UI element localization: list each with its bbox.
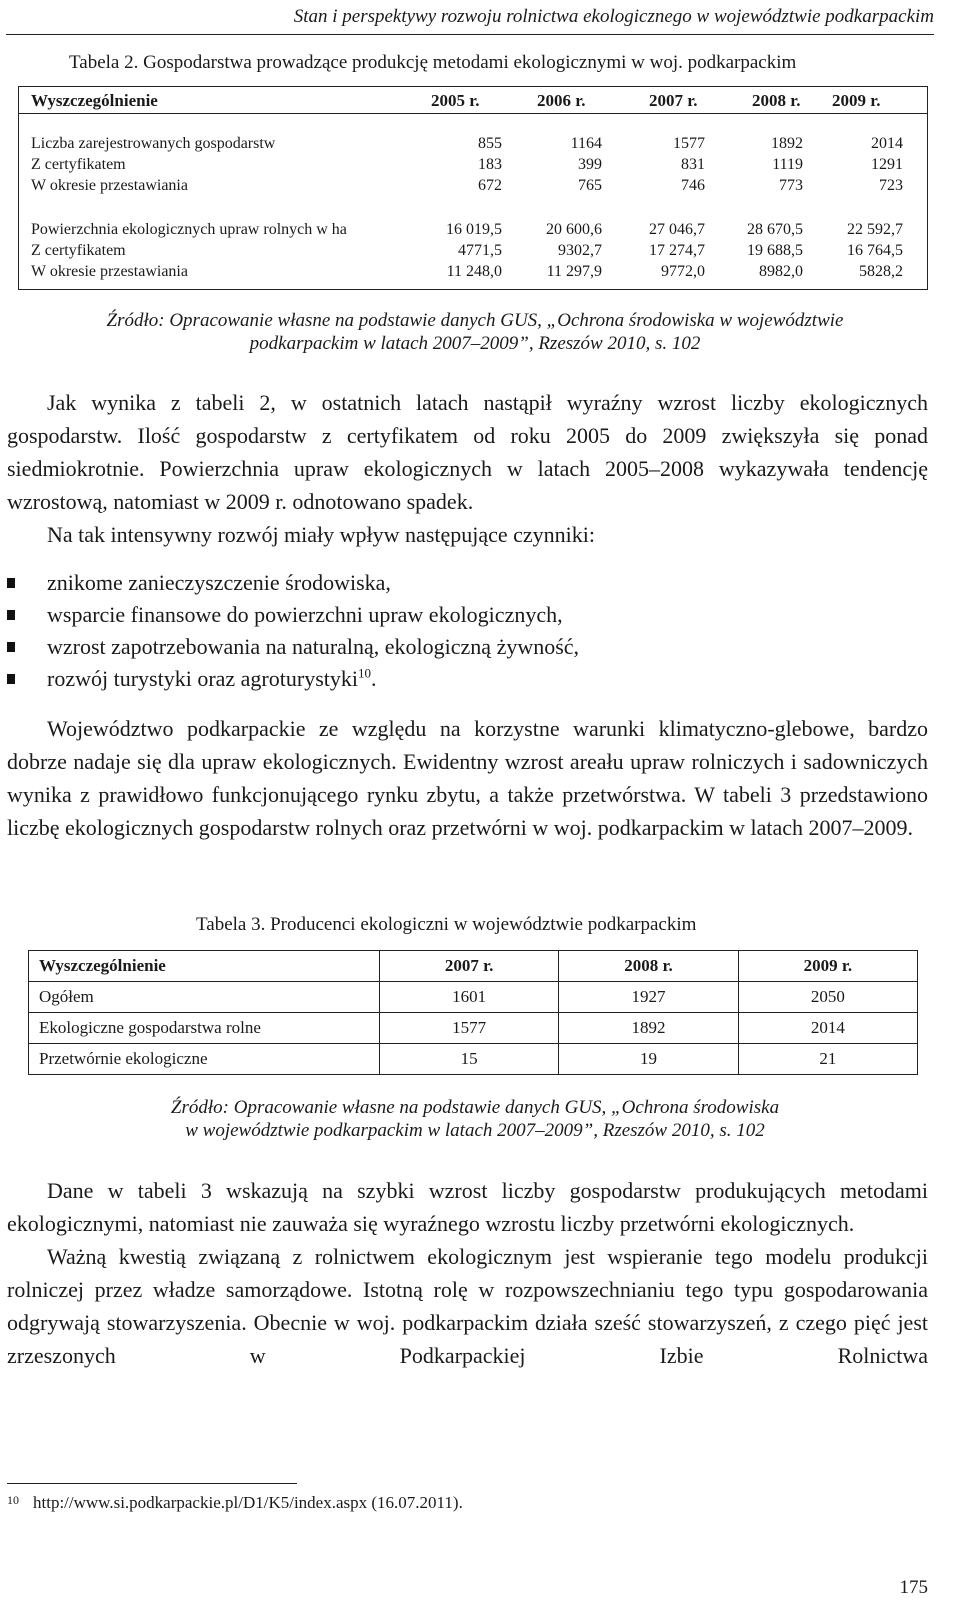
table3-cell: 1601	[380, 982, 559, 1013]
table2-cell: 9302,7	[558, 242, 602, 259]
list-item-text-main: rozwój turystyki oraz agroturystyki	[47, 666, 358, 691]
table3-header-2009: 2009 r.	[738, 951, 917, 982]
list-item-text	[47, 663, 377, 695]
table-row	[29, 982, 918, 1013]
running-header: Stan i perspektywy rozwoju rolnictwa ekologicznego w województwie podkarpackim	[6, 6, 934, 35]
table3-source	[20, 1096, 930, 1142]
table2-row-label: W okresie przestawiania	[31, 263, 188, 280]
table2-row-label: Powierzchnia ekologicznych upraw rolnych w ha	[31, 221, 347, 238]
footnote-text: http://www.si.podkarpackie.pl/D1/K5/index.aspx (16.07.2011).	[33, 1493, 463, 1512]
table2-cell: 11 297,9	[546, 263, 602, 280]
table2-header-2006: 2006 r.	[537, 91, 586, 110]
table2-cell: 765	[578, 177, 602, 194]
table2-header-label: Wyszczególnienie	[31, 91, 158, 110]
table3	[28, 950, 918, 1075]
table3-cell: 21	[738, 1044, 917, 1075]
table3-cell: 1577	[380, 1013, 559, 1044]
table2-cell: 16 019,5	[446, 221, 502, 238]
table3-cell: 2014	[738, 1013, 917, 1044]
list-item-text: wzrost zapotrzebowania na naturalną, ekologiczną żywność,	[47, 634, 580, 659]
table2-header-2009: 2009 r.	[832, 91, 881, 110]
table3-source-line: Źródło: Opracowanie własne na podstawie danych GUS, „Ochrona środowiska	[170, 1097, 780, 1118]
list-item	[7, 567, 928, 599]
table2-cell: 28 670,5	[747, 221, 803, 238]
table2-row	[19, 221, 927, 241]
table2-cell: 831	[681, 156, 705, 173]
footnote-reference: 10	[358, 665, 371, 681]
table3-cell: 2050	[738, 982, 917, 1013]
factor-list	[7, 567, 928, 695]
footnote	[7, 1493, 463, 1513]
table2-row	[19, 135, 927, 155]
list-item	[7, 599, 928, 631]
list-item-text-end: .	[371, 666, 377, 691]
table2-caption: Tabela 2. Gospodarstwa prowadzące produkcję metodami ekologicznymi w woj. podkarpackim	[69, 52, 797, 73]
table2-cell: 20 600,6	[546, 221, 602, 238]
body-paragraphs-1	[7, 386, 928, 551]
table3-row-label: Ekologiczne gospodarstwa rolne	[29, 1013, 380, 1044]
table2-header	[19, 87, 927, 114]
table2-cell: 5828,2	[859, 263, 903, 280]
table2-cell: 27 046,7	[649, 221, 705, 238]
paragraph: Na tak intensywny rozwój miały wpływ następujące czynniki:	[47, 522, 596, 547]
table3-row-label: Ogółem	[29, 982, 380, 1013]
table-row	[29, 1044, 918, 1075]
table2-cell: 1291	[871, 156, 903, 173]
table3-cell: 15	[380, 1044, 559, 1075]
table2-cell: 773	[779, 177, 803, 194]
paragraph: Województwo podkarpackie ze względu na korzystne warunki klimatyczno-glebowe, bardzo dobrze nadaje się dla upraw ekologicznych. Ewidentny wzrost areału upraw rolniczych i sadowniczych wynika z prawidłowo funkcjonującego rynku zbytu, a także przetwórstwa. W tabeli 3 przedstawiono liczbę ekologicznych gospodarstw rolnych oraz przetwórni w woj. podkarpackim w latach 2007–2009.	[7, 716, 928, 840]
table2-cell: 1892	[771, 135, 803, 152]
table2-cell: 746	[681, 177, 705, 194]
table2-header-2008: 2008 r.	[752, 91, 801, 110]
table3-header	[29, 951, 918, 982]
body-paragraphs-2	[7, 712, 928, 844]
table2-cell: 1119	[772, 156, 803, 173]
table2-cell: 1164	[570, 135, 602, 152]
square-bullet-icon	[7, 674, 15, 684]
table2-cell: 9772,0	[661, 263, 705, 280]
table2-header-2005: 2005 r.	[431, 91, 480, 110]
list-item-text: znikome zanieczyszczenie środowiska,	[47, 570, 391, 595]
page-number: 175	[899, 1577, 928, 1598]
table2-cell: 4771,5	[458, 242, 502, 259]
table3-cell: 1927	[559, 982, 738, 1013]
body-paragraphs-3	[7, 1174, 928, 1372]
table2-cell: 723	[879, 177, 903, 194]
table-row	[29, 1013, 918, 1044]
paragraph: Ważną kwestią związaną z rolnictwem ekologicznym jest wspieranie tego modelu produkcji rolniczej przez władze samorządowe. Istotną rolę w rozpowszechnianiu tego typu gospodarowania odgrywają stowarzyszenia. Obecnie w woj. podkarpackim działa sześć stowarzyszeń, z czego pięć jest zrzeszonych w Podkarpackiej Izbie Rolnictwa	[7, 1244, 928, 1368]
table2-row	[19, 263, 927, 283]
table2-row	[19, 156, 927, 176]
table2-source	[20, 309, 930, 355]
list-item-text: wsparcie finansowe do powierzchni upraw ekologicznych,	[47, 602, 563, 627]
table2-row-label: Liczba zarejestrowanych gospodarstw	[31, 135, 276, 152]
table3-header-2007: 2007 r.	[380, 951, 559, 982]
table2-cell: 1577	[673, 135, 705, 152]
table2-cell: 19 688,5	[747, 242, 803, 259]
table2-header-2007: 2007 r.	[649, 91, 698, 110]
table2-row-label: Z certyfikatem	[31, 242, 126, 259]
footnote-number: 10	[7, 1493, 19, 1507]
table2-cell: 399	[578, 156, 602, 173]
table2-row	[19, 242, 927, 262]
table2-cell: 2014	[871, 135, 903, 152]
table2-row-label: Z certyfikatem	[31, 156, 126, 173]
table2-cell: 17 274,7	[649, 242, 705, 259]
table3-cell: 19	[559, 1044, 738, 1075]
table2	[18, 86, 928, 290]
table2-cell: 16 764,5	[847, 242, 903, 259]
list-item	[7, 663, 928, 695]
table2-cell: 11 248,0	[446, 263, 502, 280]
table2-source-line: podkarpackim w latach 2007–2009”, Rzeszów 2010, s. 102	[249, 333, 701, 354]
table2-row	[19, 177, 927, 197]
table3-cell: 1892	[559, 1013, 738, 1044]
table2-cell: 8982,0	[759, 263, 803, 280]
paragraph: Jak wynika z tabeli 2, w ostatnich latach nastąpił wyraźny wzrost liczby ekologicznych gospodarstw. Ilość gospodarstw z certyfikatem od roku 2005 do 2009 zwiększyła się ponad siedmiokrotnie. Powierzchnia upraw ekologicznych w latach 2005–2008 wykazywała tendencję wzrostową, natomiast w 2009 r. odnotowano spadek.	[7, 390, 928, 514]
square-bullet-icon	[7, 578, 15, 588]
table3-row-label: Przetwórnie ekologiczne	[29, 1044, 380, 1075]
footnote-divider	[7, 1483, 297, 1484]
table2-cell: 672	[478, 177, 502, 194]
table2-cell: 22 592,7	[847, 221, 903, 238]
table3-header-2008: 2008 r.	[559, 951, 738, 982]
list-item	[7, 631, 928, 663]
table2-row-label: W okresie przestawiania	[31, 177, 188, 194]
table2-cell: 183	[478, 156, 502, 173]
square-bullet-icon	[7, 642, 15, 652]
paragraph: Dane w tabeli 3 wskazują na szybki wzrost liczby gospodarstw produkujących metodami ekologicznymi, natomiast nie zauważa się wyraźnego wzrostu liczby przetwórni ekologicznych.	[7, 1178, 928, 1236]
table2-source-line: Źródło: Opracowanie własne na podstawie danych GUS, „Ochrona środowiska w województwie	[106, 310, 844, 331]
table3-source-line: w województwie podkarpackim w latach 2007–2009”, Rzeszów 2010, s. 102	[185, 1120, 765, 1141]
table2-cell: 855	[478, 135, 502, 152]
table3-caption: Tabela 3. Producenci ekologiczni w województwie podkarpackim	[196, 914, 697, 935]
square-bullet-icon	[7, 610, 15, 620]
table3-header-label: Wyszczególnienie	[29, 951, 380, 982]
